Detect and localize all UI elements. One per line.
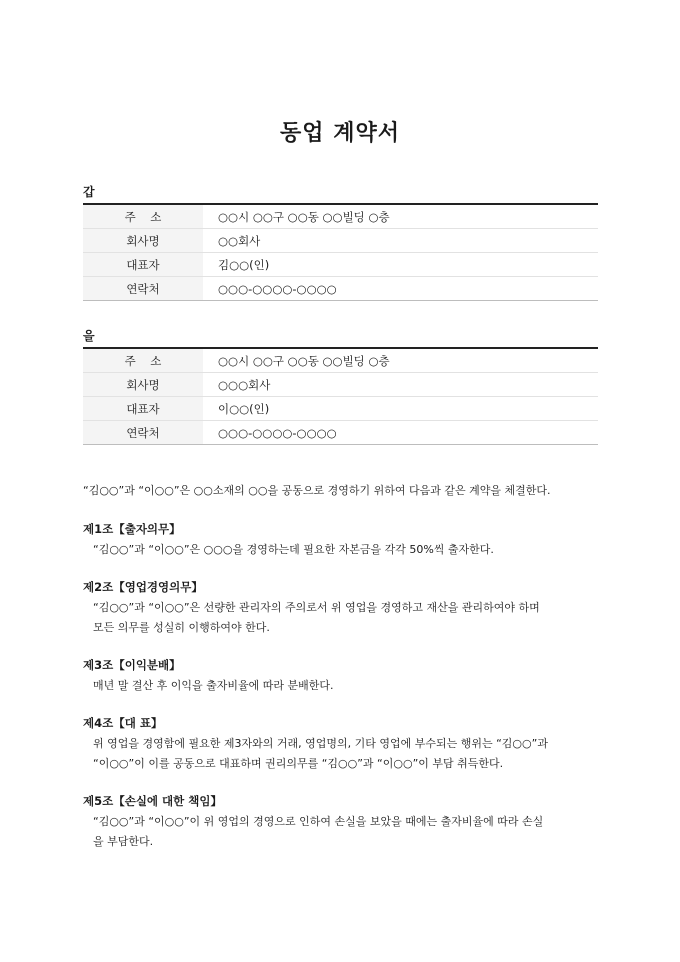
article-heading: 제3조【이익분배】 — [83, 658, 181, 672]
party-a-contact-row — [83, 276, 598, 300]
article-heading: 제4조【대 표】 — [83, 716, 163, 730]
party-a-address-row — [83, 205, 598, 228]
article-2 — [83, 578, 603, 638]
contact-key: 연락처 — [83, 277, 203, 300]
party-a-table — [83, 203, 598, 301]
company-value: ○○○회사 — [218, 377, 271, 392]
company-value: ○○회사 — [218, 233, 261, 248]
article-5 — [83, 792, 603, 852]
party-b-table — [83, 347, 598, 445]
party-b-representative-row — [83, 396, 598, 420]
article-body-line: “김○○”과 “이○○”이 위 영업의 경영으로 인하여 손실을 보았을 때에는 출자비율에 따라 손실 — [93, 815, 544, 828]
address-key: 주 소 — [83, 349, 203, 372]
party-a-label: 갑 — [83, 185, 95, 199]
article-3 — [83, 656, 603, 696]
article-body-line: “김○○”과 “이○○”은 선량한 관리자의 주의로서 위 영업을 경영하고 재산을 관리하여야 하며 — [93, 601, 540, 614]
article-body-line: 모든 의무를 성실히 이행하여야 한다. — [93, 621, 270, 634]
representative-key: 대표자 — [83, 397, 203, 420]
article-body-line: “이○○”이 이를 공동으로 대표하며 권리의무를 “김○○”과 “이○○”이 부담 취득한다. — [93, 757, 504, 770]
company-key: 회사명 — [83, 229, 203, 252]
contact-key: 연락처 — [83, 421, 203, 444]
party-a-company-row — [83, 228, 598, 252]
intro-paragraph: “김○○”과 “이○○”은 ○○소재의 ○○을 공동으로 경영하기 위하여 다음과 같은 계약을 체결한다. — [83, 484, 551, 497]
article-1 — [83, 520, 603, 560]
party-a-section — [83, 183, 598, 301]
party-b-address-row — [83, 349, 598, 372]
party-b-contact-row — [83, 420, 598, 444]
article-heading: 제2조【영업경영의무】 — [83, 580, 203, 594]
address-value: ○○시 ○○구 ○○동 ○○빌딩 ○층 — [218, 209, 390, 224]
company-key: 회사명 — [83, 373, 203, 396]
address-key: 주 소 — [83, 205, 203, 228]
representative-value: 이○○(인) — [218, 401, 270, 416]
representative-key: 대표자 — [83, 253, 203, 276]
article-body-line: 매년 말 결산 후 이익을 출자비율에 따라 분배한다. — [93, 679, 334, 692]
party-b-label: 을 — [83, 329, 95, 343]
article-heading: 제1조【출자의무】 — [83, 522, 181, 536]
article-body-line: “김○○”과 “이○○”은 ○○○을 경영하는데 필요한 자본금을 각각 50%씩 출자한다. — [93, 543, 494, 556]
address-value: ○○시 ○○구 ○○동 ○○빌딩 ○층 — [218, 353, 390, 368]
contact-value: ○○○-○○○○-○○○○ — [218, 281, 337, 296]
representative-value: 김○○(인) — [218, 257, 270, 272]
article-body-line: 위 영업을 경영함에 필요한 제3자와의 거래, 영업명의, 기타 영업에 부수되는 행위는 “김○○”과 — [93, 737, 548, 750]
article-4 — [83, 714, 603, 774]
document-title: 동업 계약서 — [280, 121, 400, 146]
article-body-line: 을 부담한다. — [93, 835, 154, 848]
article-heading: 제5조【손실에 대한 책임】 — [83, 794, 222, 808]
party-b-company-row — [83, 372, 598, 396]
contact-value: ○○○-○○○○-○○○○ — [218, 425, 337, 440]
party-b-section — [83, 327, 598, 445]
party-a-representative-row — [83, 252, 598, 276]
